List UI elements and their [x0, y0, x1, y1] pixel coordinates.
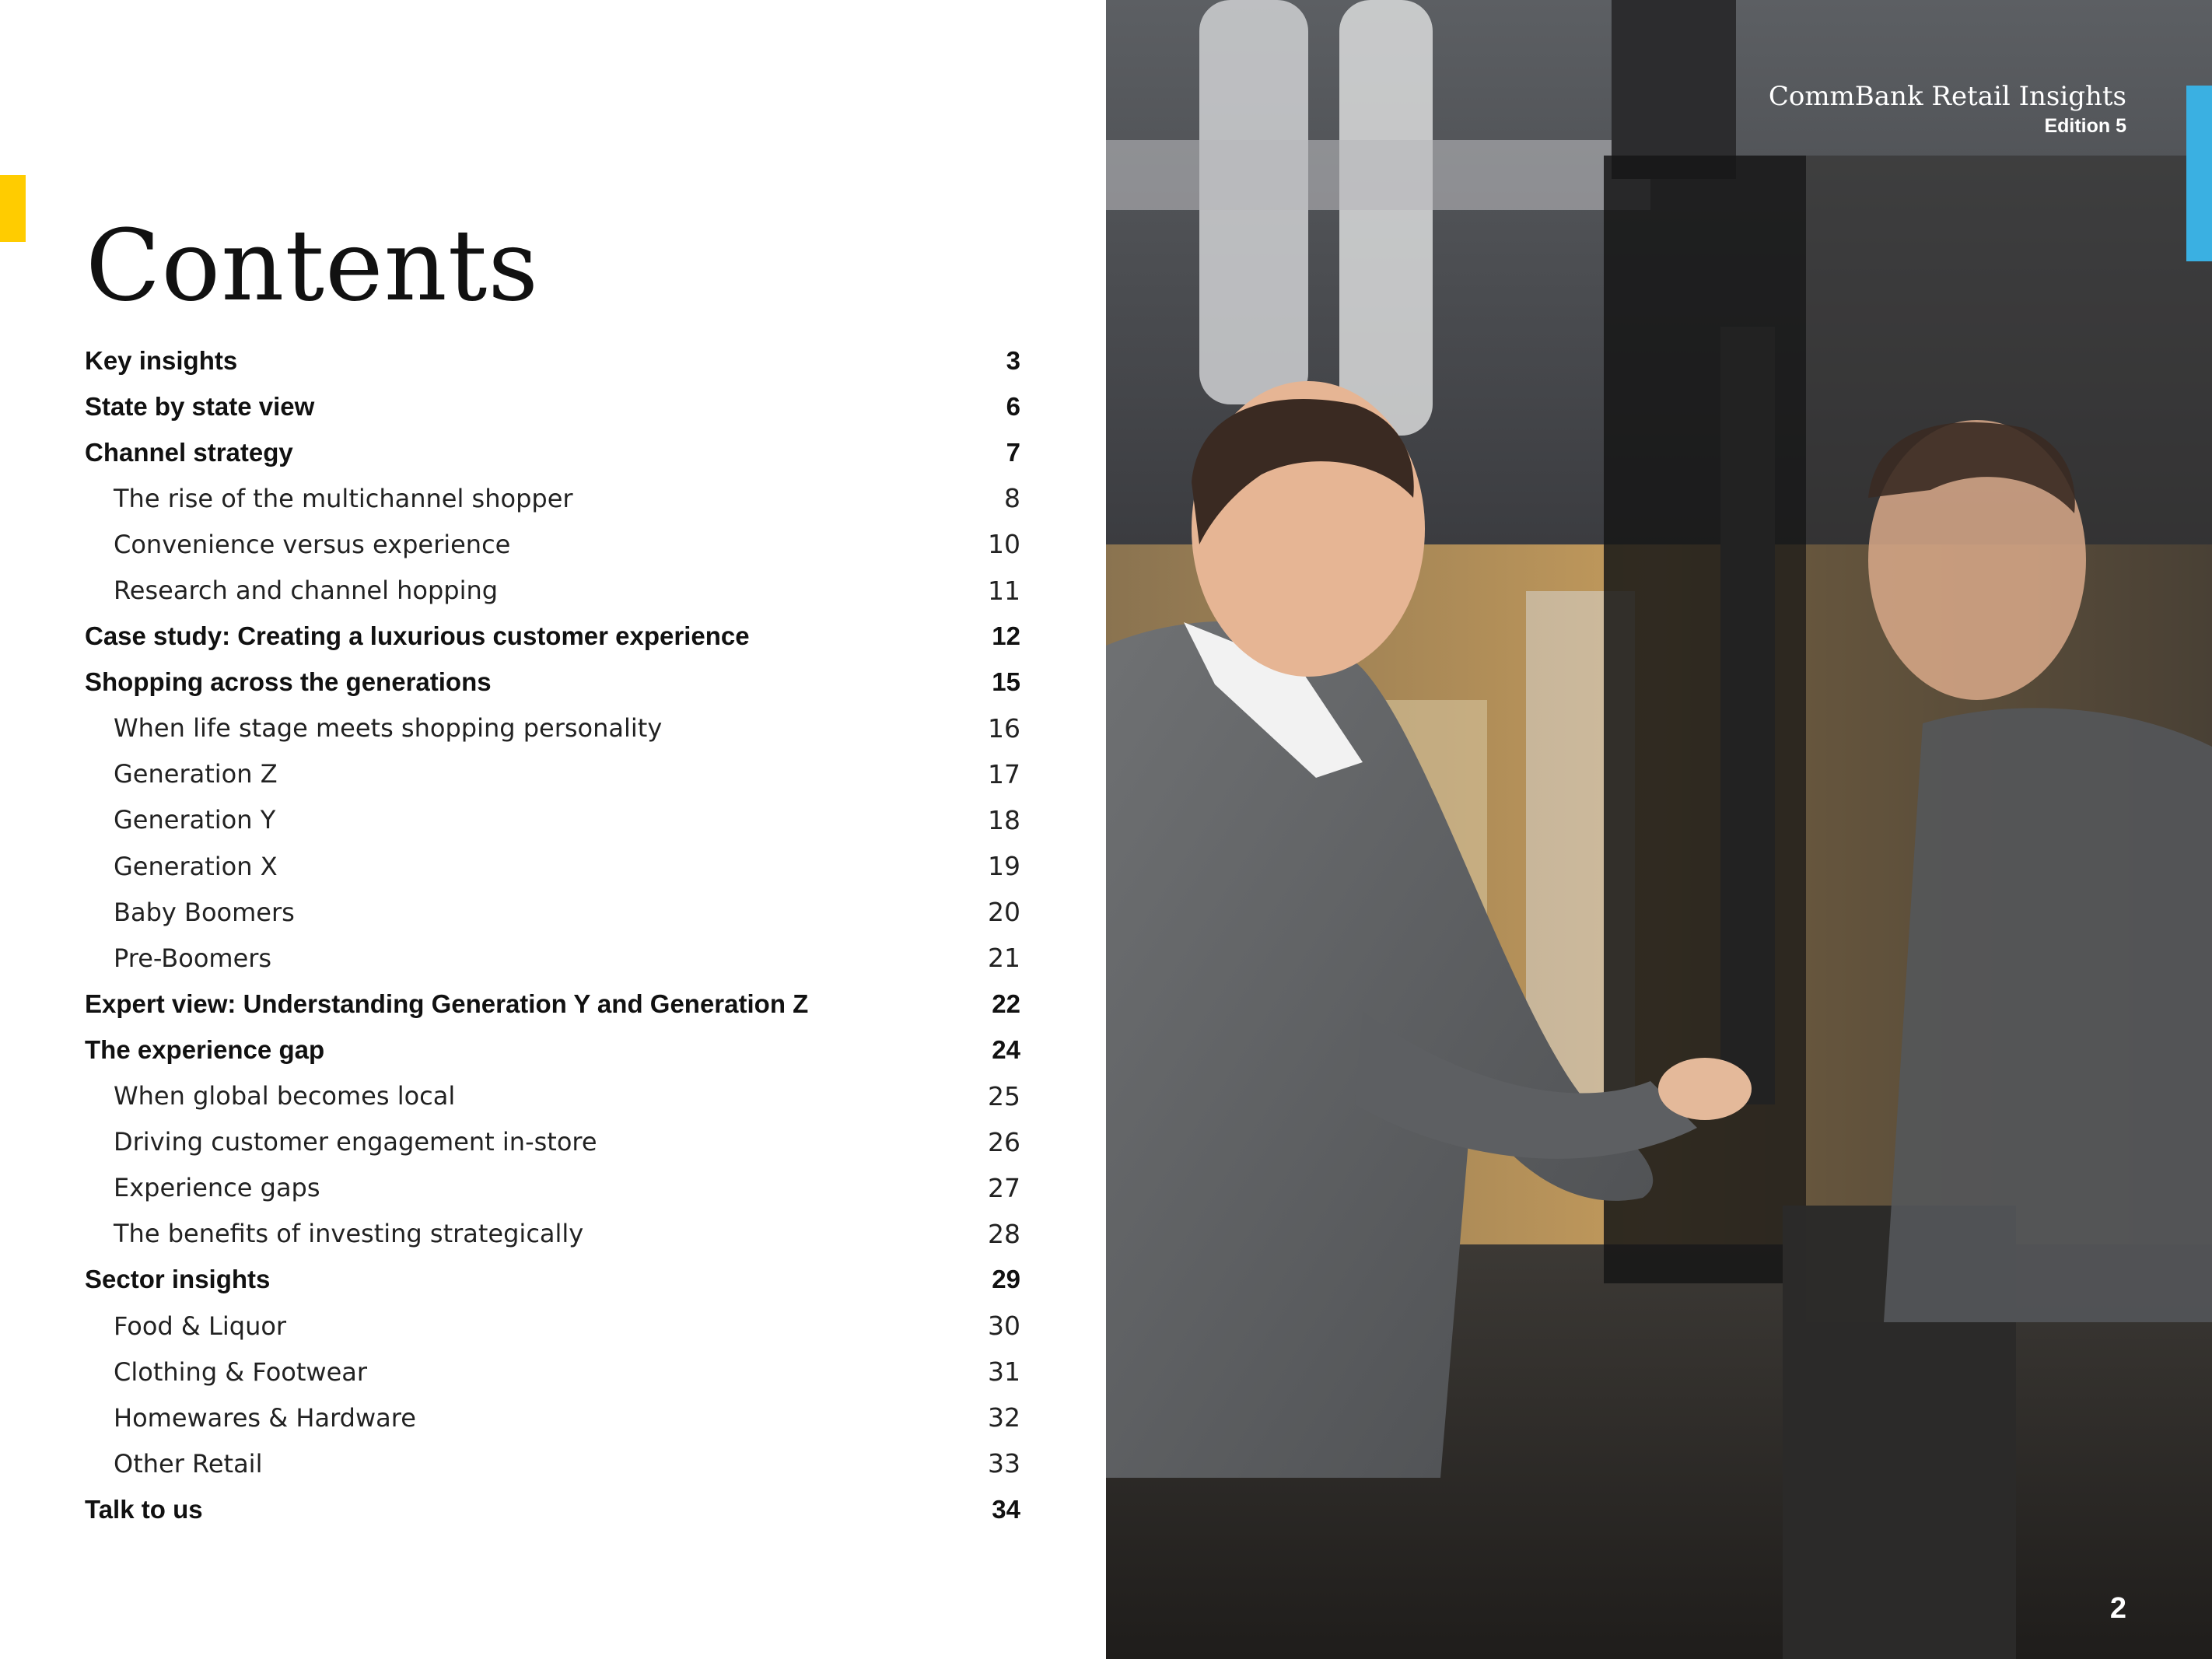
toc-entry[interactable] — [85, 705, 1020, 751]
toc-entry-page: 29 — [992, 1265, 1020, 1294]
toc-entry-page: 17 — [988, 758, 1020, 789]
edition-label: Edition 5 — [2044, 115, 2126, 137]
toc-entry-label: The rise of the multichannel shopper — [114, 483, 573, 513]
toc-entry-label: Talk to us — [85, 1494, 203, 1524]
toc-entry-label: Expert view: Understanding Generation Y and Generation Z — [85, 989, 809, 1018]
toc-entry-page: 6 — [1006, 391, 1020, 421]
toc-entry[interactable] — [85, 614, 1020, 660]
toc-entry-page: 16 — [988, 712, 1020, 744]
toc-entry[interactable] — [85, 338, 1020, 383]
toc-entry-page: 33 — [988, 1448, 1020, 1479]
toc-entry[interactable] — [85, 567, 1020, 613]
toc-entry-page: 7 — [1006, 437, 1020, 467]
toc-entry-label: State by state view — [85, 391, 315, 421]
toc-entry-page: 34 — [992, 1494, 1020, 1524]
publication-title: CommBank Retail Insights — [1768, 81, 2126, 112]
toc-entry-label: Channel strategy — [85, 437, 293, 467]
toc-entry-page: 26 — [988, 1126, 1020, 1157]
toc-entry-page: 30 — [988, 1311, 1020, 1342]
toc-entry-page: 22 — [992, 989, 1020, 1018]
toc-entry-label: Generation Z — [114, 759, 278, 789]
toc-entry[interactable] — [85, 383, 1020, 429]
toc-entry[interactable] — [85, 1440, 1020, 1486]
toc-entry-label: Sector insights — [85, 1265, 271, 1294]
toc-entry[interactable] — [85, 797, 1020, 843]
toc-entry[interactable] — [85, 1349, 1020, 1395]
toc-entry[interactable] — [85, 1165, 1020, 1211]
toc-entry[interactable] — [85, 889, 1020, 935]
toc-entry-label: When life stage meets shopping personality — [114, 713, 663, 744]
toc-entry-label: Case study: Creating a luxurious customer experience — [85, 621, 750, 651]
toc-entry-page: 11 — [988, 575, 1020, 606]
toc-entry-label: Key insights — [85, 345, 238, 375]
toc-entry-label: Homewares & Hardware — [114, 1402, 416, 1433]
toc-entry[interactable] — [85, 1486, 1020, 1532]
toc-entry-label: When global becomes local — [114, 1081, 456, 1111]
toc-entry-page: 20 — [988, 897, 1020, 928]
yellow-accent-bar — [0, 175, 26, 242]
toc-entry-label: The experience gap — [85, 1034, 325, 1064]
toc-entry-page: 19 — [988, 851, 1020, 882]
toc-entry-label: Generation X — [114, 851, 278, 881]
toc-entry-label: The benefits of investing strategically — [114, 1219, 584, 1249]
toc-entry[interactable] — [85, 1119, 1020, 1165]
toc-entry-label: Generation Y — [114, 805, 276, 835]
toc-entry-label: Convenience versus experience — [114, 529, 511, 559]
toc-entry-page: 27 — [988, 1172, 1020, 1203]
toc-entry[interactable] — [85, 1303, 1020, 1349]
toc-entry[interactable] — [85, 843, 1020, 889]
toc-entry-label: Baby Boomers — [114, 897, 295, 927]
table-of-contents — [85, 338, 1020, 1532]
toc-entry[interactable] — [85, 1073, 1020, 1119]
toc-entry[interactable] — [85, 1257, 1020, 1303]
toc-entry-label: Food & Liquor — [114, 1311, 287, 1341]
toc-entry-page: 3 — [1006, 345, 1020, 375]
toc-entry[interactable] — [85, 475, 1020, 521]
toc-entry-label: Clothing & Footwear — [114, 1356, 368, 1387]
page-number: 2 — [2109, 1592, 2126, 1625]
hero-photo — [1106, 0, 2212, 1659]
toc-entry[interactable] — [85, 660, 1020, 705]
toc-entry-page: 32 — [988, 1402, 1020, 1433]
toc-entry[interactable] — [85, 1211, 1020, 1257]
toc-entry[interactable] — [85, 981, 1020, 1027]
shopper-photo-illustration — [1106, 0, 2212, 1659]
toc-entry[interactable] — [85, 1395, 1020, 1440]
toc-entry-label: Pre-Boomers — [114, 943, 272, 973]
toc-entry-label: Experience gaps — [114, 1173, 320, 1203]
toc-entry-page: 28 — [988, 1218, 1020, 1249]
toc-entry[interactable] — [85, 751, 1020, 797]
toc-entry-label: Driving customer engagement in-store — [114, 1127, 597, 1157]
toc-entry-label: Shopping across the generations — [85, 667, 492, 697]
toc-entry[interactable] — [85, 1027, 1020, 1073]
blue-accent-bar — [2186, 86, 2212, 261]
toc-entry[interactable] — [85, 935, 1020, 981]
toc-entry-page: 31 — [988, 1356, 1020, 1388]
toc-entry-page: 12 — [992, 621, 1020, 651]
toc-entry-label: Research and channel hopping — [114, 576, 499, 606]
toc-entry[interactable] — [85, 429, 1020, 475]
toc-entry[interactable] — [85, 521, 1020, 567]
toc-entry-page: 10 — [988, 529, 1020, 560]
toc-entry-page: 15 — [992, 667, 1020, 697]
page-title: Contents — [86, 208, 540, 324]
toc-entry-page: 21 — [988, 943, 1020, 974]
toc-entry-page: 24 — [992, 1034, 1020, 1064]
toc-entry-label: Other Retail — [114, 1448, 263, 1479]
toc-entry-page: 25 — [988, 1080, 1020, 1111]
toc-entry-page: 8 — [1004, 483, 1020, 514]
toc-entry-page: 18 — [988, 804, 1020, 835]
